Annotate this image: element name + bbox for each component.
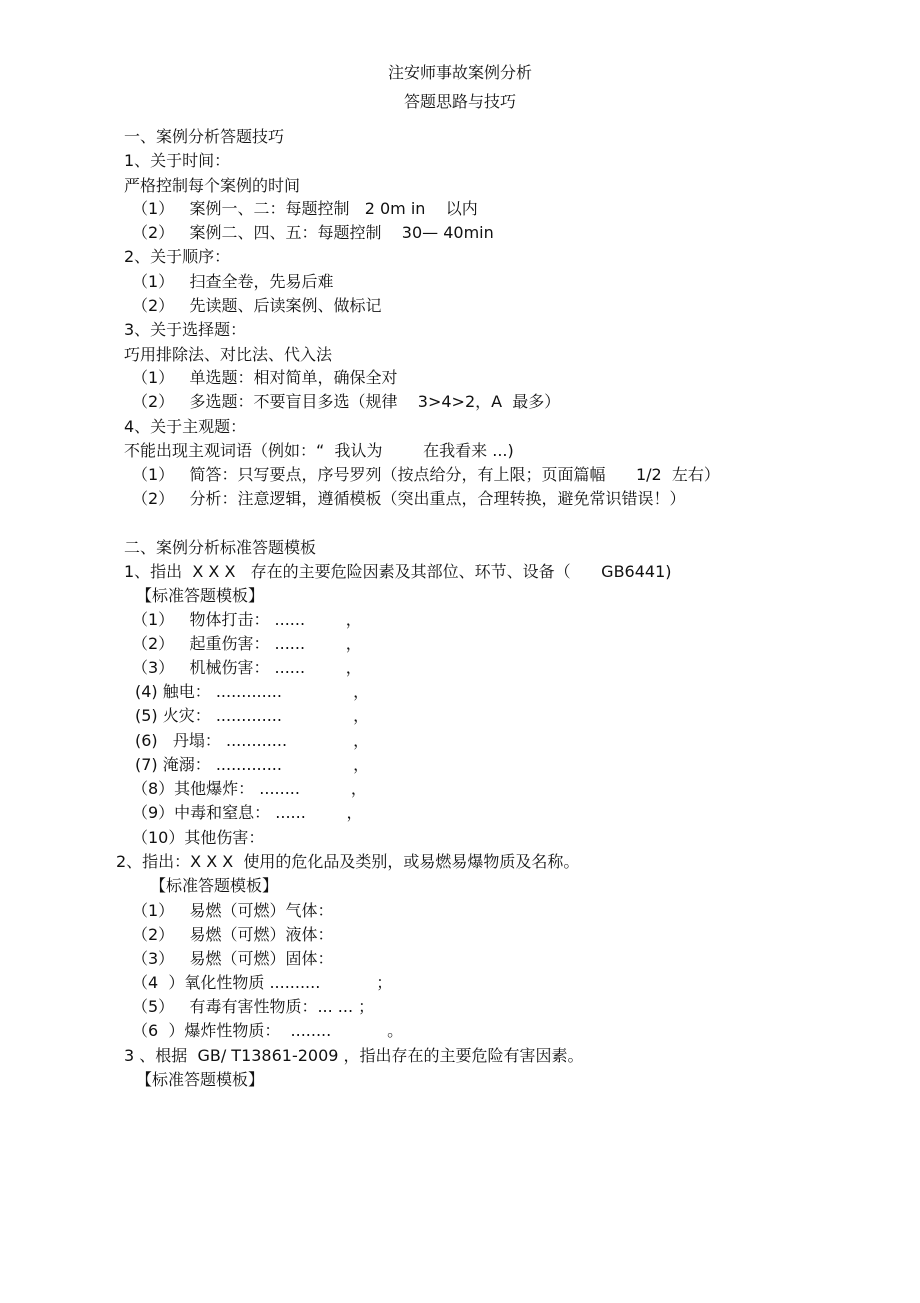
list-item: （1） 单选题：相对简单，确保全对 <box>132 368 398 387</box>
body-line: 巧用排除法、对比法、代入法 <box>124 345 333 364</box>
template-label: 【标准答题模板】 <box>136 586 265 605</box>
list-item: （2） 易燃（可燃）液体： <box>132 925 334 944</box>
list-item: (4) 触电： ............. ， <box>135 682 370 701</box>
document-subtitle: 答题思路与技巧 <box>403 92 516 111</box>
list-item: （5） 有毒有害性物质：... ... ； <box>132 997 375 1016</box>
body-line: 不能出现主观词语（例如：“ 我认为 在我看来 ...) <box>124 441 514 460</box>
topic-heading-choice: 3、关于选择题： <box>124 320 247 339</box>
list-item: （3） 易燃（可燃）固体： <box>132 949 334 968</box>
list-item: （3） 机械伤害： ...... ， <box>132 658 362 677</box>
list-item: （1） 扫查全卷，先易后难 <box>132 272 334 291</box>
question-heading: 1、指出 X X X 存在的主要危险因素及其部位、环节、设备（ GB6441) <box>124 562 672 581</box>
list-item: （6 ）爆炸性物质： ........ 。 <box>132 1021 404 1040</box>
list-item: (5) 火灾： ............. ， <box>135 706 370 725</box>
list-item: （1） 案例一、二：每题控制 2 0m in 以内 <box>132 199 478 218</box>
topic-heading-order: 2、关于顺序： <box>124 247 231 266</box>
topic-heading-subjective: 4、关于主观题： <box>124 417 247 436</box>
document-title: 注安师事故案例分析 <box>387 63 532 82</box>
list-item: （2） 起重伤害： ...... ， <box>132 634 362 653</box>
list-item: （2） 多选题：不要盲目多选（规律 3>4>2，A 最多） <box>132 392 561 411</box>
list-item: （1） 易燃（可燃）气体： <box>132 901 334 920</box>
list-item: （1） 简答：只写要点，序号罗列（按点给分，有上限；页面篇幅 1/2 左右） <box>132 465 720 484</box>
list-item: （10）其他伤害： <box>132 828 265 847</box>
list-item: (7) 淹溺： ............. ， <box>135 755 370 774</box>
list-item: （4 ）氧化性物质 .......... ； <box>132 973 393 992</box>
list-item: （9）中毒和窒息： ...... ， <box>132 803 363 822</box>
body-line: 严格控制每个案例的时间 <box>124 176 301 195</box>
list-item: （8）其他爆炸： ........ ， <box>132 779 367 798</box>
list-item: （2） 分析：注意逻辑，遵循模板（突出重点，合理转换，避免常识错误！） <box>132 489 686 508</box>
list-item: （2） 案例二、四、五：每题控制 30— 40min <box>132 223 494 242</box>
section-heading-2: 二、案例分析标准答题模板 <box>124 538 317 557</box>
list-item: （2） 先读题、后读案例、做标记 <box>132 296 382 315</box>
question-heading: 2、指出：X X X 使用的危化品及类别，或易燃易爆物质及名称。 <box>116 852 580 871</box>
topic-heading-time: 1、关于时间： <box>124 151 231 170</box>
list-item: （1） 物体打击： ...... ， <box>132 610 362 629</box>
section-heading-1: 一、案例分析答题技巧 <box>124 127 285 146</box>
list-item: (6) 丹塌： ............ ， <box>135 731 370 750</box>
template-label: 【标准答题模板】 <box>150 876 279 895</box>
template-label: 【标准答题模板】 <box>136 1070 265 1089</box>
question-heading: 3 、根据 GB/ T13861-2009 ，指出存在的主要危险有害因素。 <box>124 1046 584 1065</box>
